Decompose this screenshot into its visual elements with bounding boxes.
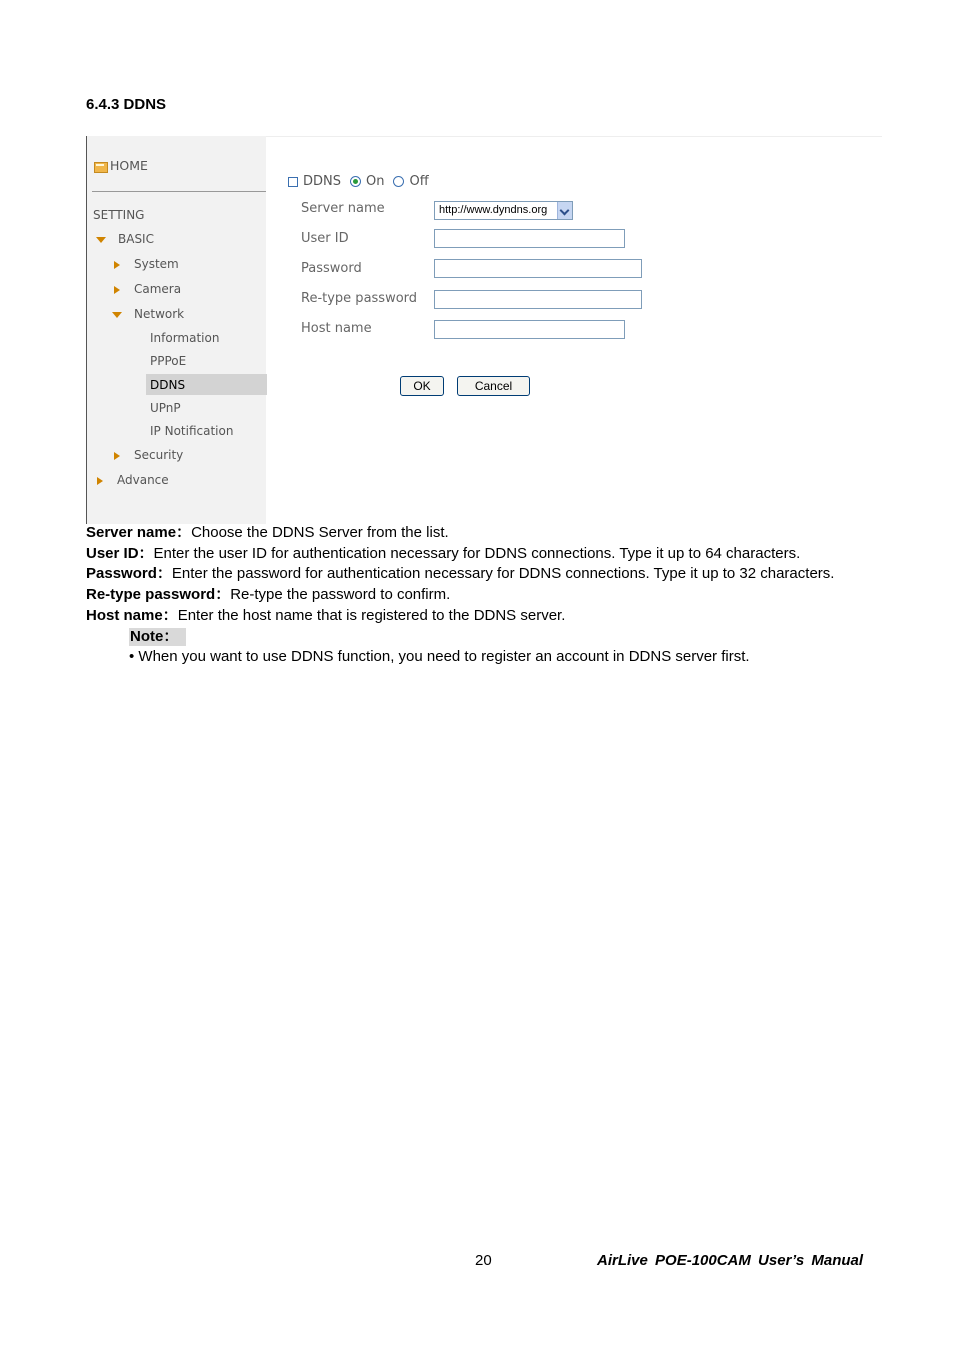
sidebar-item-system[interactable] xyxy=(114,257,179,271)
sidebar-item-label: Advance xyxy=(117,473,169,487)
sidebar xyxy=(87,136,266,524)
expanded-arrow-icon xyxy=(96,237,106,243)
collapsed-arrow-icon xyxy=(114,261,120,269)
sidebar-item-camera[interactable] xyxy=(114,282,181,296)
section-title: 6.4.3 DDNS xyxy=(86,96,167,113)
retype-password-label: Re-type password xyxy=(301,291,418,306)
description-host-name xyxy=(86,607,565,625)
description-term: User ID： xyxy=(86,545,154,562)
ddns-label: DDNS xyxy=(303,174,341,189)
user-id-label: User ID xyxy=(301,231,349,246)
checkbox-icon xyxy=(288,177,298,187)
expanded-arrow-icon xyxy=(112,312,122,318)
description-text: Enter the host name that is registered to the DDNS server. xyxy=(177,607,566,624)
description-retype-password xyxy=(86,586,450,604)
description-term: Server name： xyxy=(86,524,192,541)
ddns-off-radio[interactable] xyxy=(393,176,404,187)
page-number: 20 xyxy=(475,1252,492,1269)
sidebar-item-information[interactable]: Information xyxy=(150,331,220,345)
password-field[interactable] xyxy=(434,259,642,278)
sidebar-item-home[interactable] xyxy=(94,158,148,173)
ddns-on-radio[interactable] xyxy=(350,176,361,187)
sidebar-item-basic[interactable] xyxy=(96,232,154,246)
description-term: Password： xyxy=(86,565,172,582)
description-server-name xyxy=(86,524,449,542)
sidebar-item-ddns[interactable]: DDNS xyxy=(150,378,186,392)
description-text: Enter the user ID for authentication necessary for DDNS connections. Type it up to 64 characters. xyxy=(153,545,801,562)
server-name-value: http://www.dyndns.org xyxy=(439,204,548,216)
description-text: Re-type the password to confirm. xyxy=(230,586,451,603)
note-text: • When you want to use DDNS function, you need to register an account in DDNS server first. xyxy=(129,648,750,665)
description-term: Host name： xyxy=(86,607,178,624)
collapsed-arrow-icon xyxy=(114,452,120,460)
sidebar-item-label: Network xyxy=(134,307,185,321)
cancel-button[interactable]: Cancel xyxy=(457,376,530,396)
description-term: Re-type password： xyxy=(86,586,231,603)
screenshot-frame xyxy=(86,136,882,524)
description-text: Enter the password for authentication necessary for DDNS connections. Type it up to 32 characters. xyxy=(171,565,835,582)
ddns-off-label: Off xyxy=(409,174,429,189)
host-name-field[interactable] xyxy=(434,320,625,339)
sidebar-item-label: Security xyxy=(134,448,184,462)
description-user-id xyxy=(86,545,800,563)
host-name-label: Host name xyxy=(301,321,372,336)
sidebar-heading-setting: SETTING xyxy=(93,208,145,222)
sidebar-item-upnp[interactable]: UPnP xyxy=(150,401,181,415)
sidebar-item-ip-notification[interactable]: IP Notification xyxy=(150,424,234,438)
ddns-on-label: On xyxy=(366,174,385,189)
ddns-form xyxy=(266,136,882,524)
sidebar-item-label: HOME xyxy=(110,158,148,173)
retype-password-field[interactable] xyxy=(434,290,642,309)
collapsed-arrow-icon xyxy=(114,286,120,294)
sidebar-item-label: System xyxy=(134,257,179,271)
manual-title: AirLive POE-100CAM User’s Manual xyxy=(597,1252,864,1269)
user-id-field[interactable] xyxy=(434,229,625,248)
ddns-toggle-row xyxy=(288,174,429,189)
description-text: Choose the DDNS Server from the list. xyxy=(191,524,449,541)
server-name-label: Server name xyxy=(301,201,385,216)
sidebar-item-pppoe[interactable]: PPPoE xyxy=(150,354,187,368)
sidebar-item-security[interactable] xyxy=(114,448,183,462)
sidebar-item-network[interactable] xyxy=(112,307,184,321)
home-icon xyxy=(94,160,106,172)
sidebar-item-label: BASIC xyxy=(118,232,154,246)
ok-button[interactable]: OK xyxy=(400,376,444,396)
server-name-select[interactable] xyxy=(434,201,573,220)
note-label: Note： xyxy=(129,628,186,646)
divider xyxy=(92,191,266,192)
password-label: Password xyxy=(301,261,362,276)
sidebar-item-label: Camera xyxy=(134,282,182,296)
description-password xyxy=(86,565,834,583)
chevron-down-icon[interactable] xyxy=(557,202,572,219)
collapsed-arrow-icon xyxy=(97,477,103,485)
sidebar-item-advance[interactable] xyxy=(97,473,169,487)
